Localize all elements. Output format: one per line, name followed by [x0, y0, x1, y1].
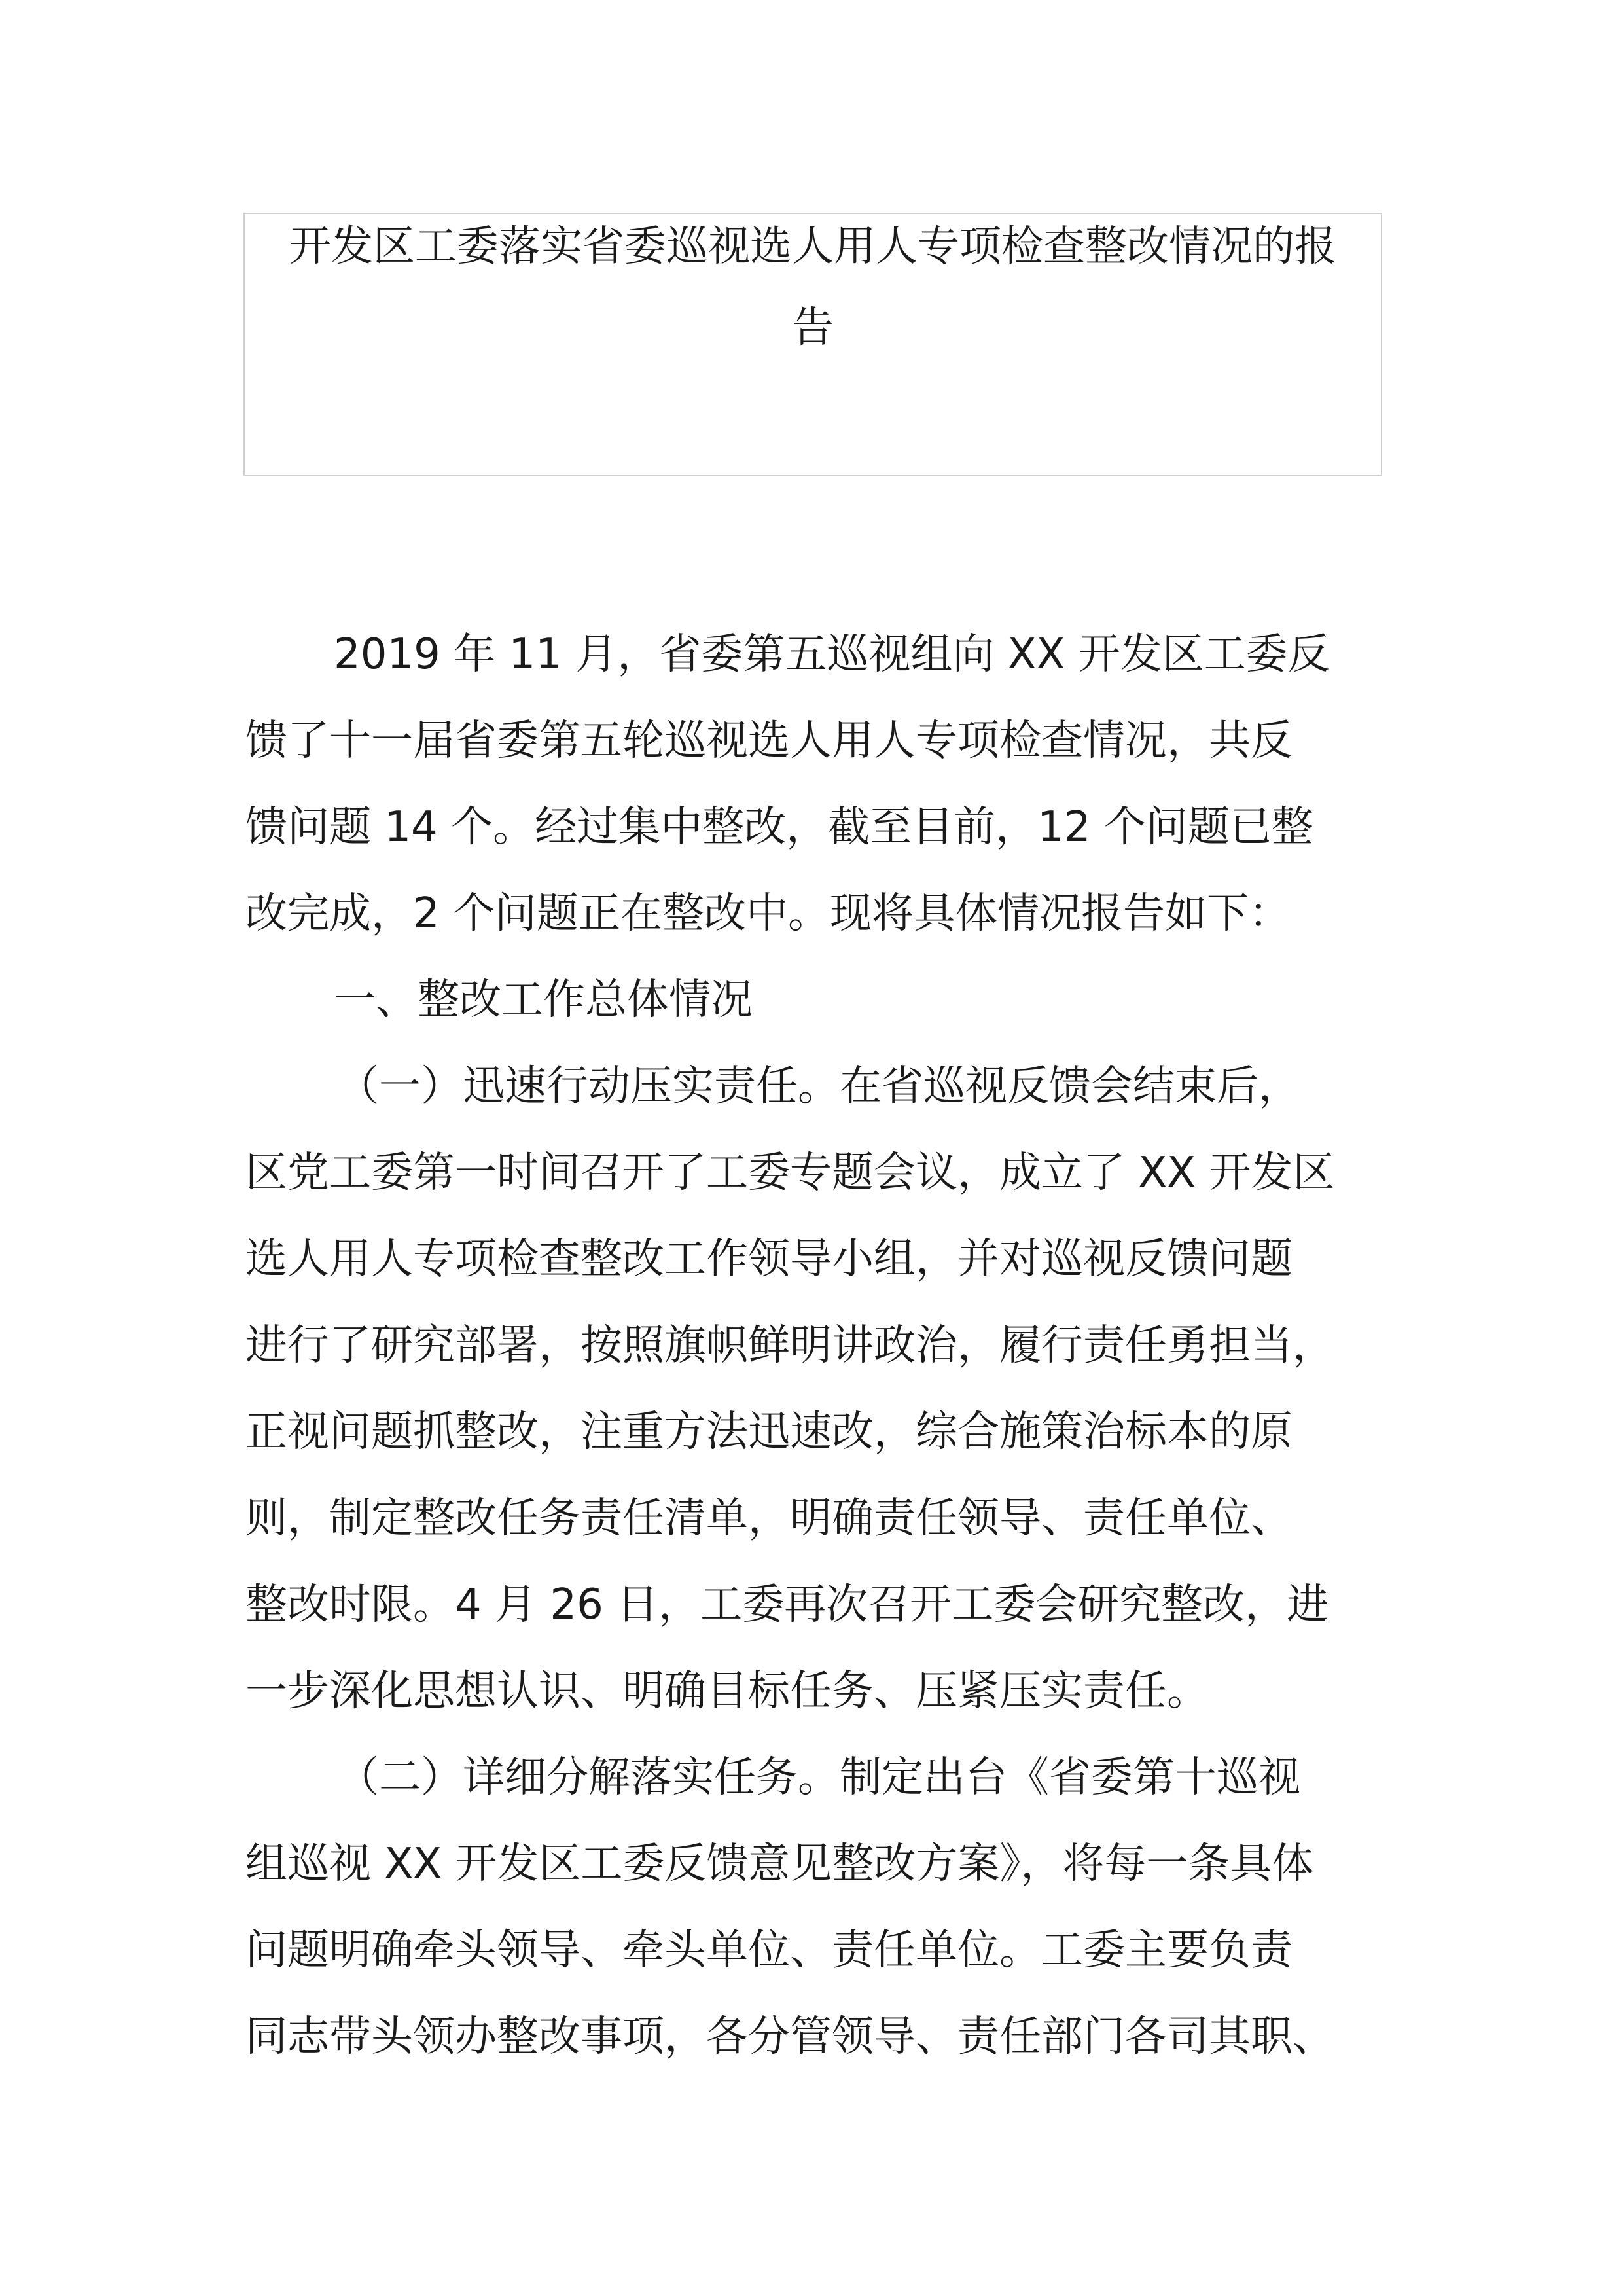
paragraph-2-line-8: 一步深化思想认识、明确目标任务、压紧压实责任。	[245, 1667, 1209, 1715]
paragraph-2-line-3: 选人用人专项检查整改工作领导小组，并对巡视反馈问题	[245, 1235, 1293, 1283]
paragraph-2-line-7: 整改时限。4 月 26 日，工委再次召开工委会研究整改，进	[245, 1581, 1329, 1629]
document-title-line-2: 告	[792, 304, 834, 352]
paragraph-3-line-1: （二）详细分解落实任务。制定出台《省委第十巡视	[337, 1753, 1300, 1802]
paragraph-2-line-2: 区党工委第一时间召开了工委专题会议，成立了 XX 开发区	[245, 1149, 1335, 1197]
paragraph-1-line-3: 馈问题 14 个。经过集中整改，截至目前，12 个问题已整	[245, 803, 1313, 852]
paragraph-1-line-4: 改完成，2 个问题正在整改中。现将具体情况报告如下：	[245, 889, 1291, 938]
title-box	[243, 213, 1382, 476]
paragraph-3-line-2: 组巡视 XX 开发区工委反馈意见整改方案》，将每一条具体	[245, 1840, 1314, 1888]
document-title-line-1: 开发区工委落实省委巡视选人用人专项检查整改情况的报	[289, 223, 1336, 271]
paragraph-3-line-3: 问题明确牵头领导、牵头单位、责任单位。工委主要负责	[245, 1926, 1293, 1975]
section-heading-1: 一、整改工作总体情况	[334, 976, 753, 1024]
paragraph-2-line-5: 正视问题抓整改，注重方法迅速改，综合施策治标本的原	[245, 1408, 1293, 1456]
paragraph-2-line-4: 进行了研究部署，按照旗帜鲜明讲政治，履行责任勇担当，	[245, 1321, 1334, 1370]
paragraph-1-line-2: 馈了十一届省委第五轮巡视选人用人专项检查情况，共反	[245, 717, 1293, 765]
paragraph-1-line-1: 2019 年 11 月，省委第五巡视组向 XX 开发区工委反	[334, 630, 1330, 679]
paragraph-3-line-4: 同志带头领办整改事项，各分管领导、责任部门各司其职、	[245, 2013, 1334, 2061]
paragraph-2-line-1: （一）迅速行动压实责任。在省巡视反馈会结束后，	[337, 1062, 1300, 1111]
paragraph-2-line-6: 则，制定整改任务责任清单，明确责任领导、责任单位、	[245, 1494, 1293, 1543]
